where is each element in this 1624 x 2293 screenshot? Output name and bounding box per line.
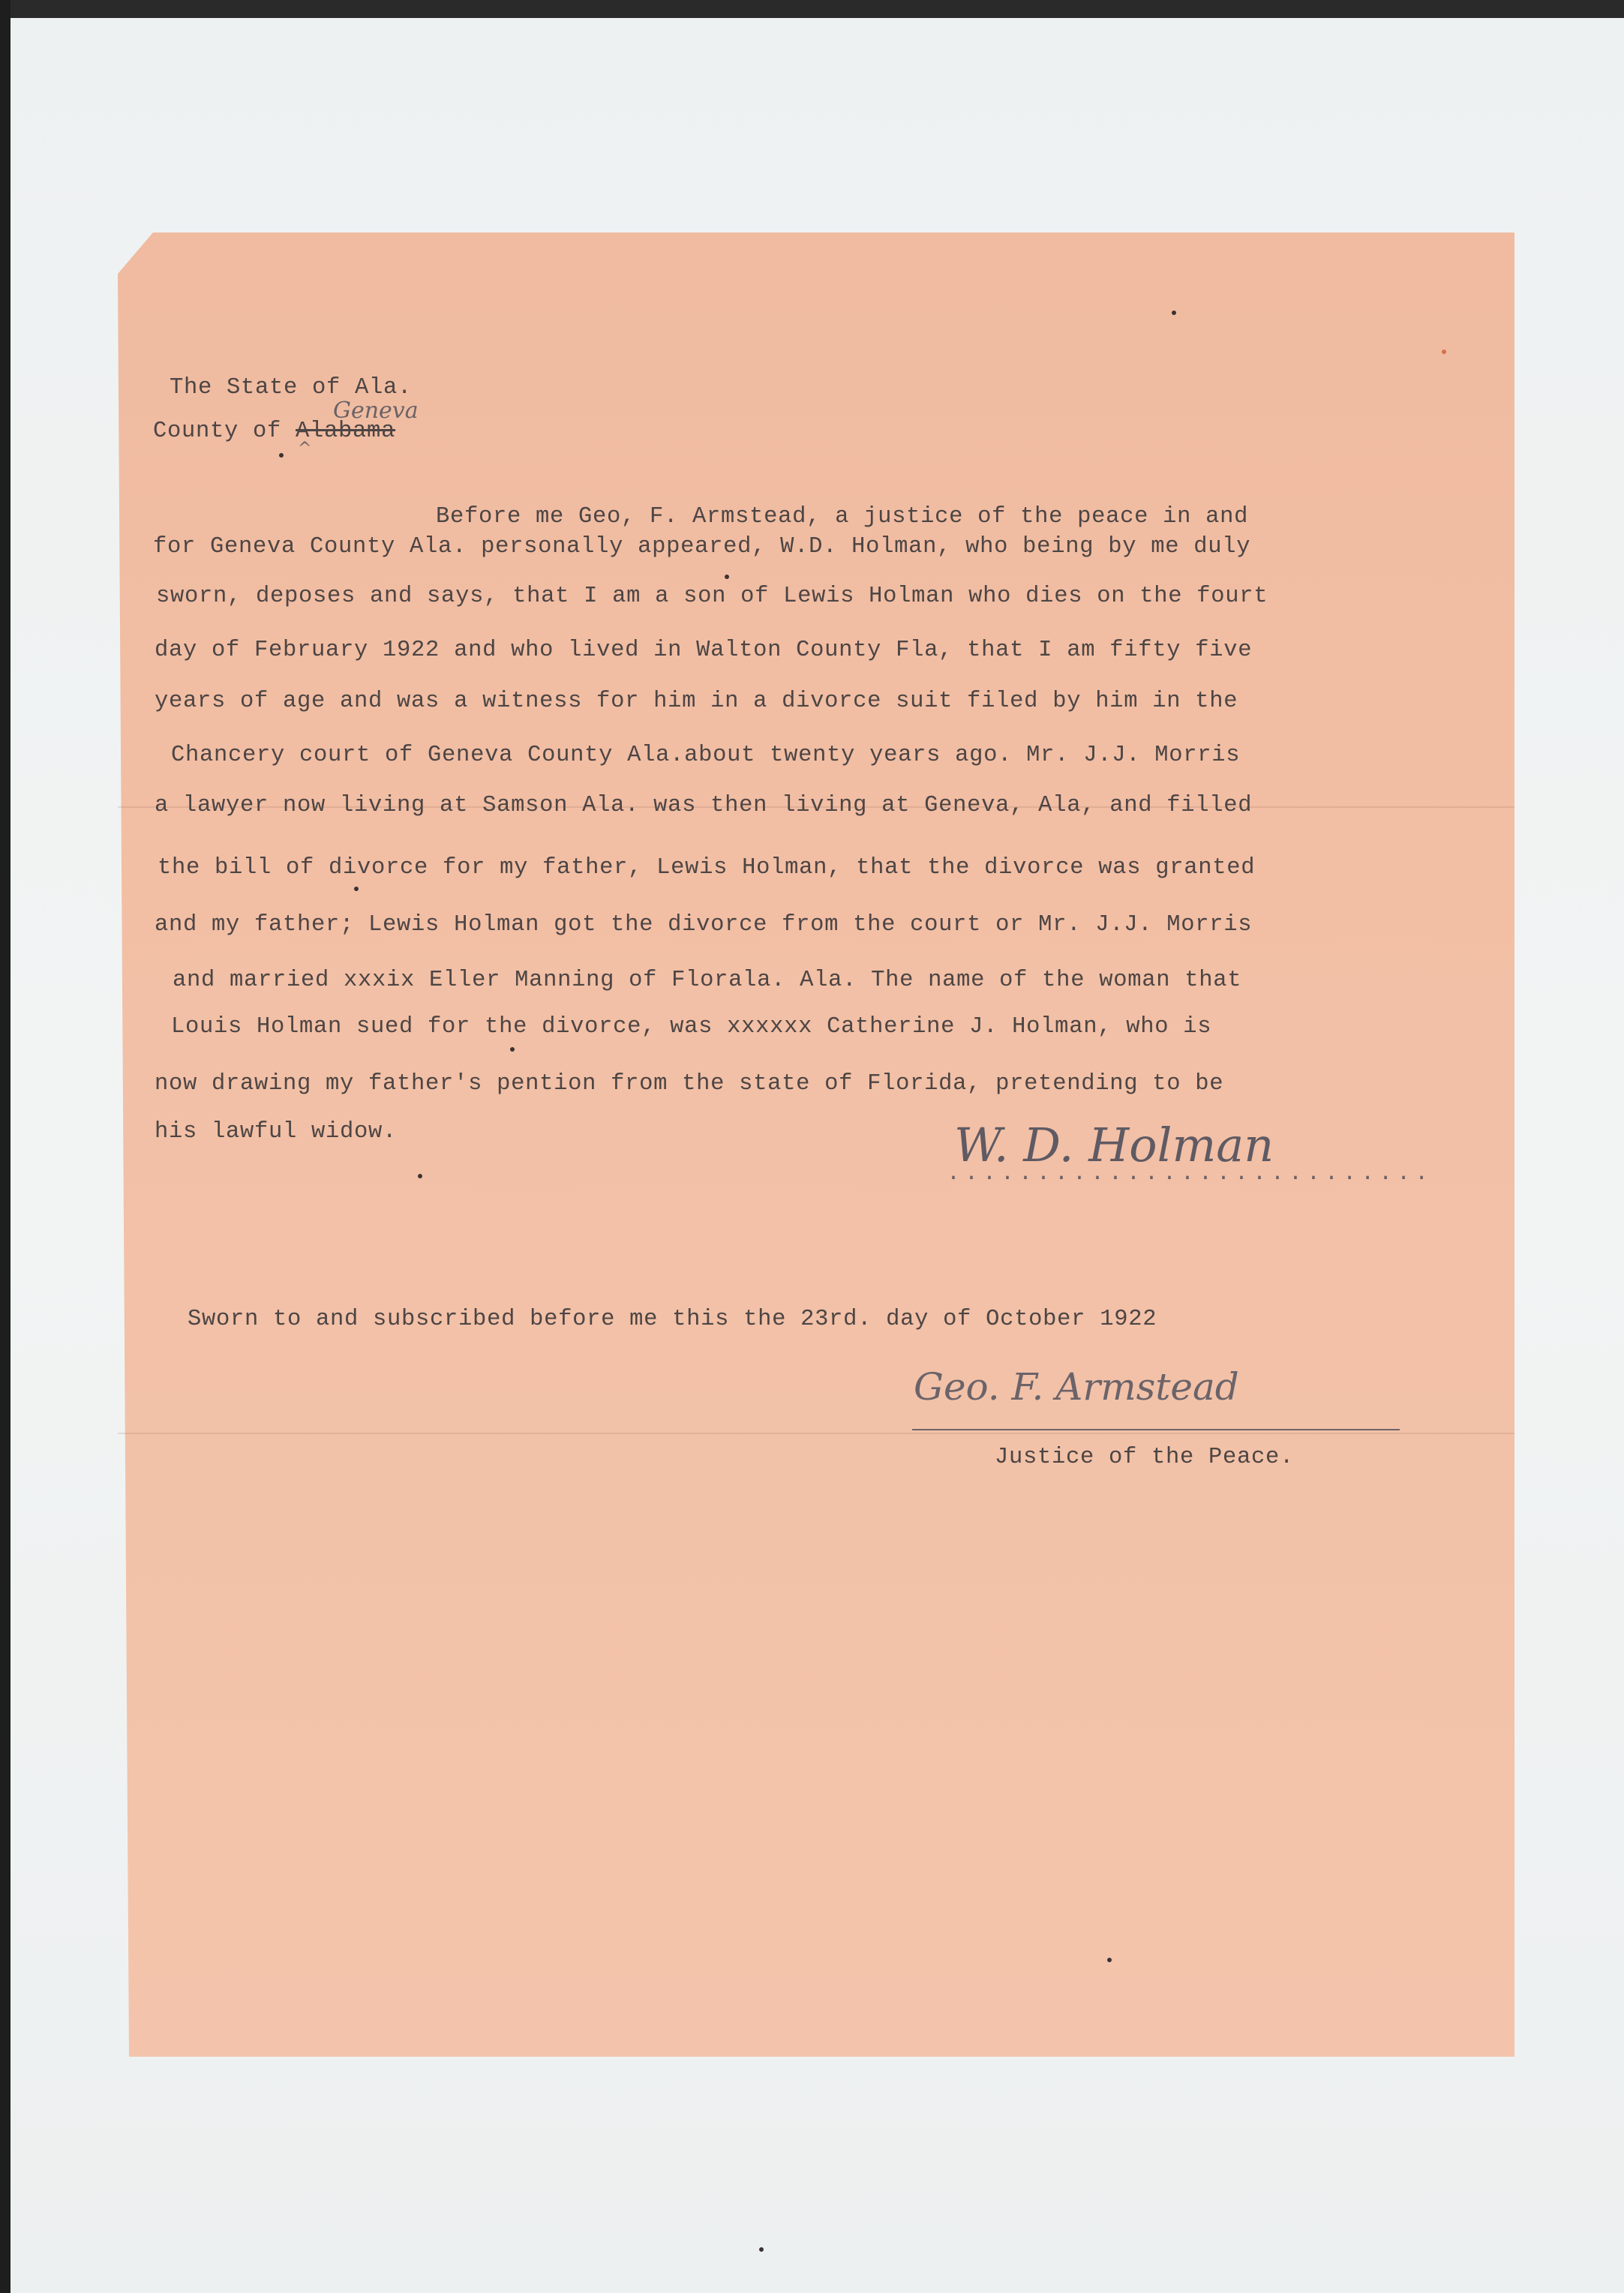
body-line: Before me Geo, F. Armstead, a justice of the peace in and [436, 504, 1249, 530]
justice-signature-underline [912, 1429, 1400, 1430]
scanner-top-border [0, 0, 1624, 18]
affiant-signature: W. D. Holman [954, 1118, 1274, 1172]
county-struck-word: Alabama [296, 419, 396, 444]
county-handwritten-insertion: Geneva [333, 398, 419, 424]
insertion-caret: ^ [298, 440, 312, 458]
paper-speck [510, 1047, 515, 1052]
body-line: his lawful widow. [155, 1119, 398, 1145]
body-line: Chancery court of Geneva County Ala.about twenty years ago. Mr. J.J. Morris [171, 743, 1241, 768]
body-line: a lawyer now living at Samson Ala. was then living at Geneva, Ala, and filled [155, 793, 1253, 818]
paper-speck [279, 453, 284, 458]
paper-fold-line [118, 1433, 1514, 1434]
body-line: and my father; Lewis Holman got the divorce from the court or Mr. J.J. Morris [155, 912, 1253, 938]
body-line: for Geneva County Ala. personally appeared, W.D. Holman, who being by me duly [153, 534, 1251, 560]
body-line: and married xxxix Eller Manning of Florala. Ala. The name of the woman that [173, 968, 1242, 993]
paper-speck [1442, 350, 1446, 354]
body-line: Louis Holman sued for the divorce, was xxxxxx Catherine J. Holman, who is [171, 1014, 1212, 1040]
body-line: years of age and was a witness for him in a divorce suit filed by him in the [155, 689, 1238, 714]
county-prefix: County of [153, 419, 282, 444]
paper-speck [1172, 311, 1176, 315]
paper-speck [725, 575, 729, 579]
jurat-line: Sworn to and subscribed before me this the 23rd. day of October 1922 [188, 1307, 1157, 1332]
body-line: now drawing my father's pention from the state of Florida, pretending to be [155, 1071, 1224, 1097]
paper-speck [759, 2247, 764, 2252]
justice-title: Justice of the Peace. [995, 1445, 1295, 1470]
body-line: sworn, deposes and says, that I am a son of Lewis Holman who dies on the fourt [156, 584, 1268, 609]
paper-speck [1107, 1958, 1112, 1962]
paper-speck [418, 1174, 422, 1178]
body-line: the bill of divorce for my father, Lewis Holman, that the divorce was granted [158, 855, 1256, 881]
affiant-signature-dotted-line: ........................... [947, 1161, 1433, 1187]
justice-signature: Geo. F. Armstead [914, 1365, 1239, 1409]
state-line: The State of Ala. [170, 375, 413, 401]
scanner-left-border [0, 0, 11, 2293]
paper-speck [354, 887, 359, 891]
body-line: day of February 1922 and who lived in Walton County Fla, that I am fifty five [155, 638, 1253, 663]
